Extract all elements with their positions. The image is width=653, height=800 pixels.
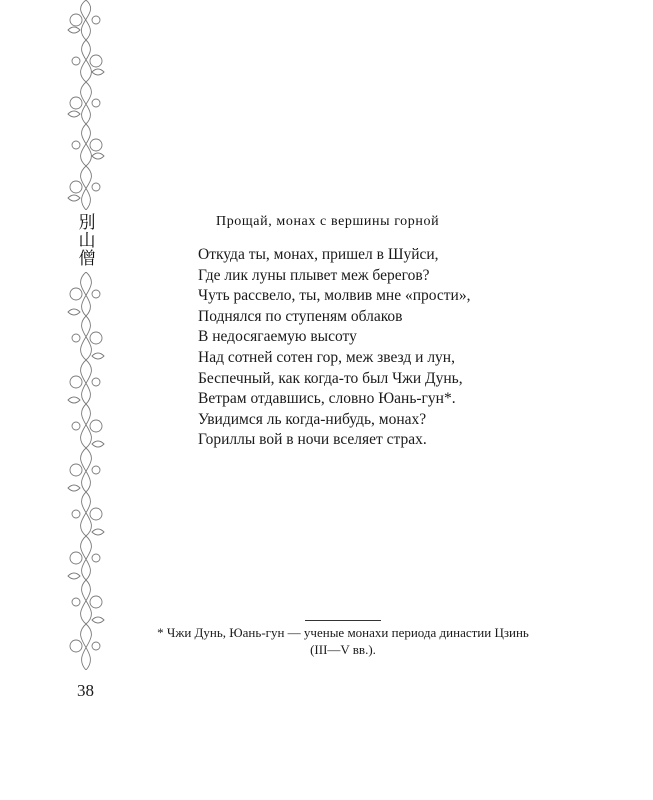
title-char: 別 <box>78 213 96 233</box>
poem-line: Ветрам отдавшись, словно Юань-гун*. <box>198 390 456 408</box>
poem-body <box>198 245 470 451</box>
poem-line: Где лик луны плывет меж берегов? <box>198 266 430 284</box>
poem-line: Беспечный, как когда-то был Чжи Дунь, <box>198 369 463 387</box>
poem-line: Откуда ты, монах, пришел в Шуйси, <box>198 246 439 263</box>
title-char: 山 <box>78 231 96 251</box>
poem-title: Прощай, монах с вершины горной <box>216 214 440 229</box>
footnote <box>126 624 560 658</box>
floral-ornament-bottom-icon <box>62 272 110 670</box>
footnote-line: (III—V вв.). <box>310 642 376 657</box>
page-number: 38 <box>77 681 94 700</box>
poem-line: В недосягаемую высоту <box>198 328 357 346</box>
footnote-divider <box>305 620 381 621</box>
footnote-line: * Чжи Дунь, Юань-гун — ученые монахи периода династии Цзинь <box>157 625 529 640</box>
poem-line: Поднялся по ступеням облаков <box>198 307 403 325</box>
poem-line: Над сотней сотен гор, меж звезд и лун, <box>198 348 455 366</box>
vertical-chinese-title <box>72 214 102 268</box>
floral-ornament-top-icon <box>62 0 110 210</box>
poem-line: Увидимся ль когда-нибудь, монах? <box>198 410 427 428</box>
poem-line: Гориллы вой в ночи вселяет страх. <box>198 431 427 449</box>
title-char: 僧 <box>78 249 96 269</box>
poem-line: Чуть рассвело, ты, молвив мне «прости», <box>198 287 471 305</box>
